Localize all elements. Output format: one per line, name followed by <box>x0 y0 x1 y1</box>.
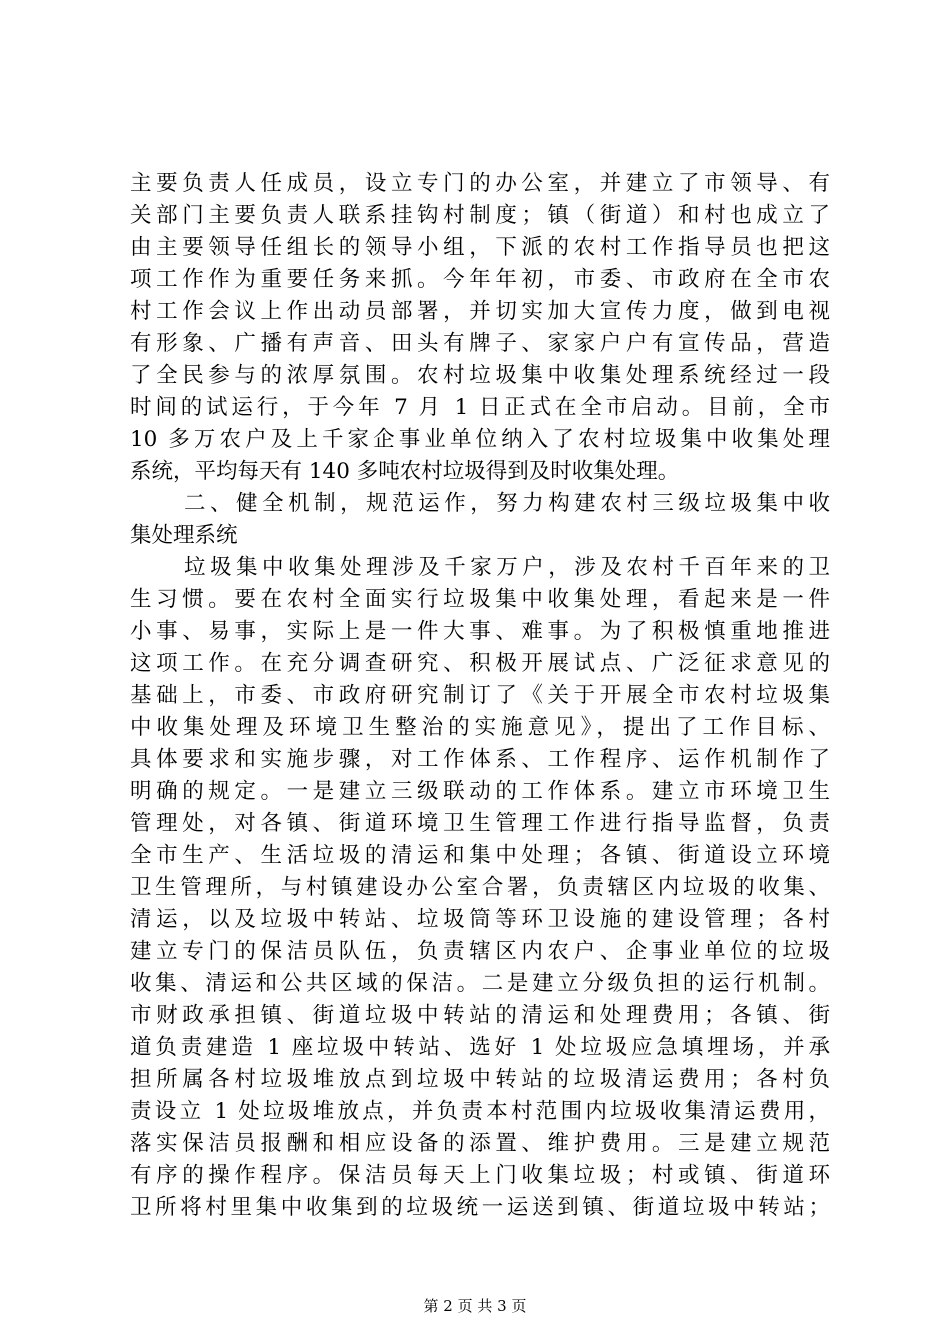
text-line: 落实保洁员报酬和相应设备的添置、维护费用。三是建立规范 <box>130 1131 830 1156</box>
text-line: 了全民参与的浓厚氛围。农村垃圾集中收集处理系统经过一段 <box>130 363 830 388</box>
text-line: 村工作会议上作出动员部署，并切实加大宣传力度，做到电视 <box>130 299 830 324</box>
text-line: 卫所将村里集中收集到的垃圾统一运送到镇、街道垃圾中转站； <box>130 1195 830 1220</box>
text-line: 项工作作为重要任务来抓。今年年初，市委、市政府在全市农 <box>130 267 830 292</box>
text-line: 关部门主要负责人联系挂钩村制度；镇（街道）和村也成立了 <box>130 203 830 228</box>
page-number-footer: 第 2 页 共 3 页 <box>423 1297 527 1315</box>
text-line: 责设立 1 处垃圾堆放点，并负责本村范围内垃圾收集清运费用， <box>130 1099 830 1124</box>
text-line: 小事、易事，实际上是一件大事、难事。为了积极慎重地推进 <box>130 619 830 644</box>
text-line: 管理处，对各镇、街道环境卫生管理工作进行指导监督，负责 <box>130 811 830 836</box>
text-line: 具体要求和实施步骤，对工作体系、工作程序、运作机制作了 <box>130 747 830 772</box>
text-line: 系统，平均每天有 140 多吨农村垃圾得到及时收集处理。 <box>130 459 680 484</box>
text-line: 建立专门的保洁员队伍，负责辖区内农户、企事业单位的垃圾 <box>130 939 830 964</box>
text-line: 卫生管理所，与村镇建设办公室合署，负责辖区内垃圾的收集、 <box>130 875 830 900</box>
section-heading-line: 集处理系统 <box>130 523 238 548</box>
text-line: 道负责建造 1 座垃圾中转站、选好 1 处垃圾应急填埋场，并承 <box>130 1035 830 1060</box>
text-line: 主要负责人任成员，设立专门的办公室，并建立了市领导、有 <box>130 171 830 196</box>
text-line: 时间的试运行，于今年 7 月 1 日正式在全市启动。目前，全市 <box>130 395 830 420</box>
text-line: 中收集处理及环境卫生整治的实施意见》，提出了工作目标、 <box>130 715 830 740</box>
text-line: 基础上，市委、市政府研究制订了《关于开展全市农村垃圾集 <box>130 683 830 708</box>
text-line: 垃圾集中收集处理涉及千家万户，涉及农村千百年来的卫 <box>184 555 830 580</box>
text-line: 10 多万农户及上千家企事业单位纳入了农村垃圾集中收集处理 <box>130 427 830 452</box>
text-line: 担所属各村垃圾堆放点到垃圾中转站的垃圾清运费用；各村负 <box>130 1067 830 1092</box>
text-line: 明确的规定。一是建立三级联动的工作体系。建立市环境卫生 <box>130 779 830 804</box>
text-line: 有序的操作程序。保洁员每天上门收集垃圾；村或镇、街道环 <box>130 1163 830 1188</box>
body-text <box>130 168 830 1224</box>
text-line: 市财政承担镇、街道垃圾中转站的清运和处理费用；各镇、街 <box>130 1003 830 1028</box>
text-line: 清运，以及垃圾中转站、垃圾筒等环卫设施的建设管理；各村 <box>130 907 830 932</box>
text-line: 有形象、广播有声音、田头有牌子、家家户户有宣传品，营造 <box>130 331 830 356</box>
text-line: 由主要领导任组长的领导小组，下派的农村工作指导员也把这 <box>130 235 830 260</box>
section-heading-line: 二、健全机制，规范运作，努力构建农村三级垃圾集中收 <box>184 491 830 516</box>
text-line: 生习惯。要在农村全面实行垃圾集中收集处理，看起来是一件 <box>130 587 830 612</box>
text-line: 这项工作。在充分调查研究、积极开展试点、广泛征求意见的 <box>130 651 830 676</box>
text-line: 收集、清运和公共区域的保洁。二是建立分级负担的运行机制。 <box>130 971 830 996</box>
text-line: 全市生产、生活垃圾的清运和集中处理；各镇、街道设立环境 <box>130 843 830 868</box>
